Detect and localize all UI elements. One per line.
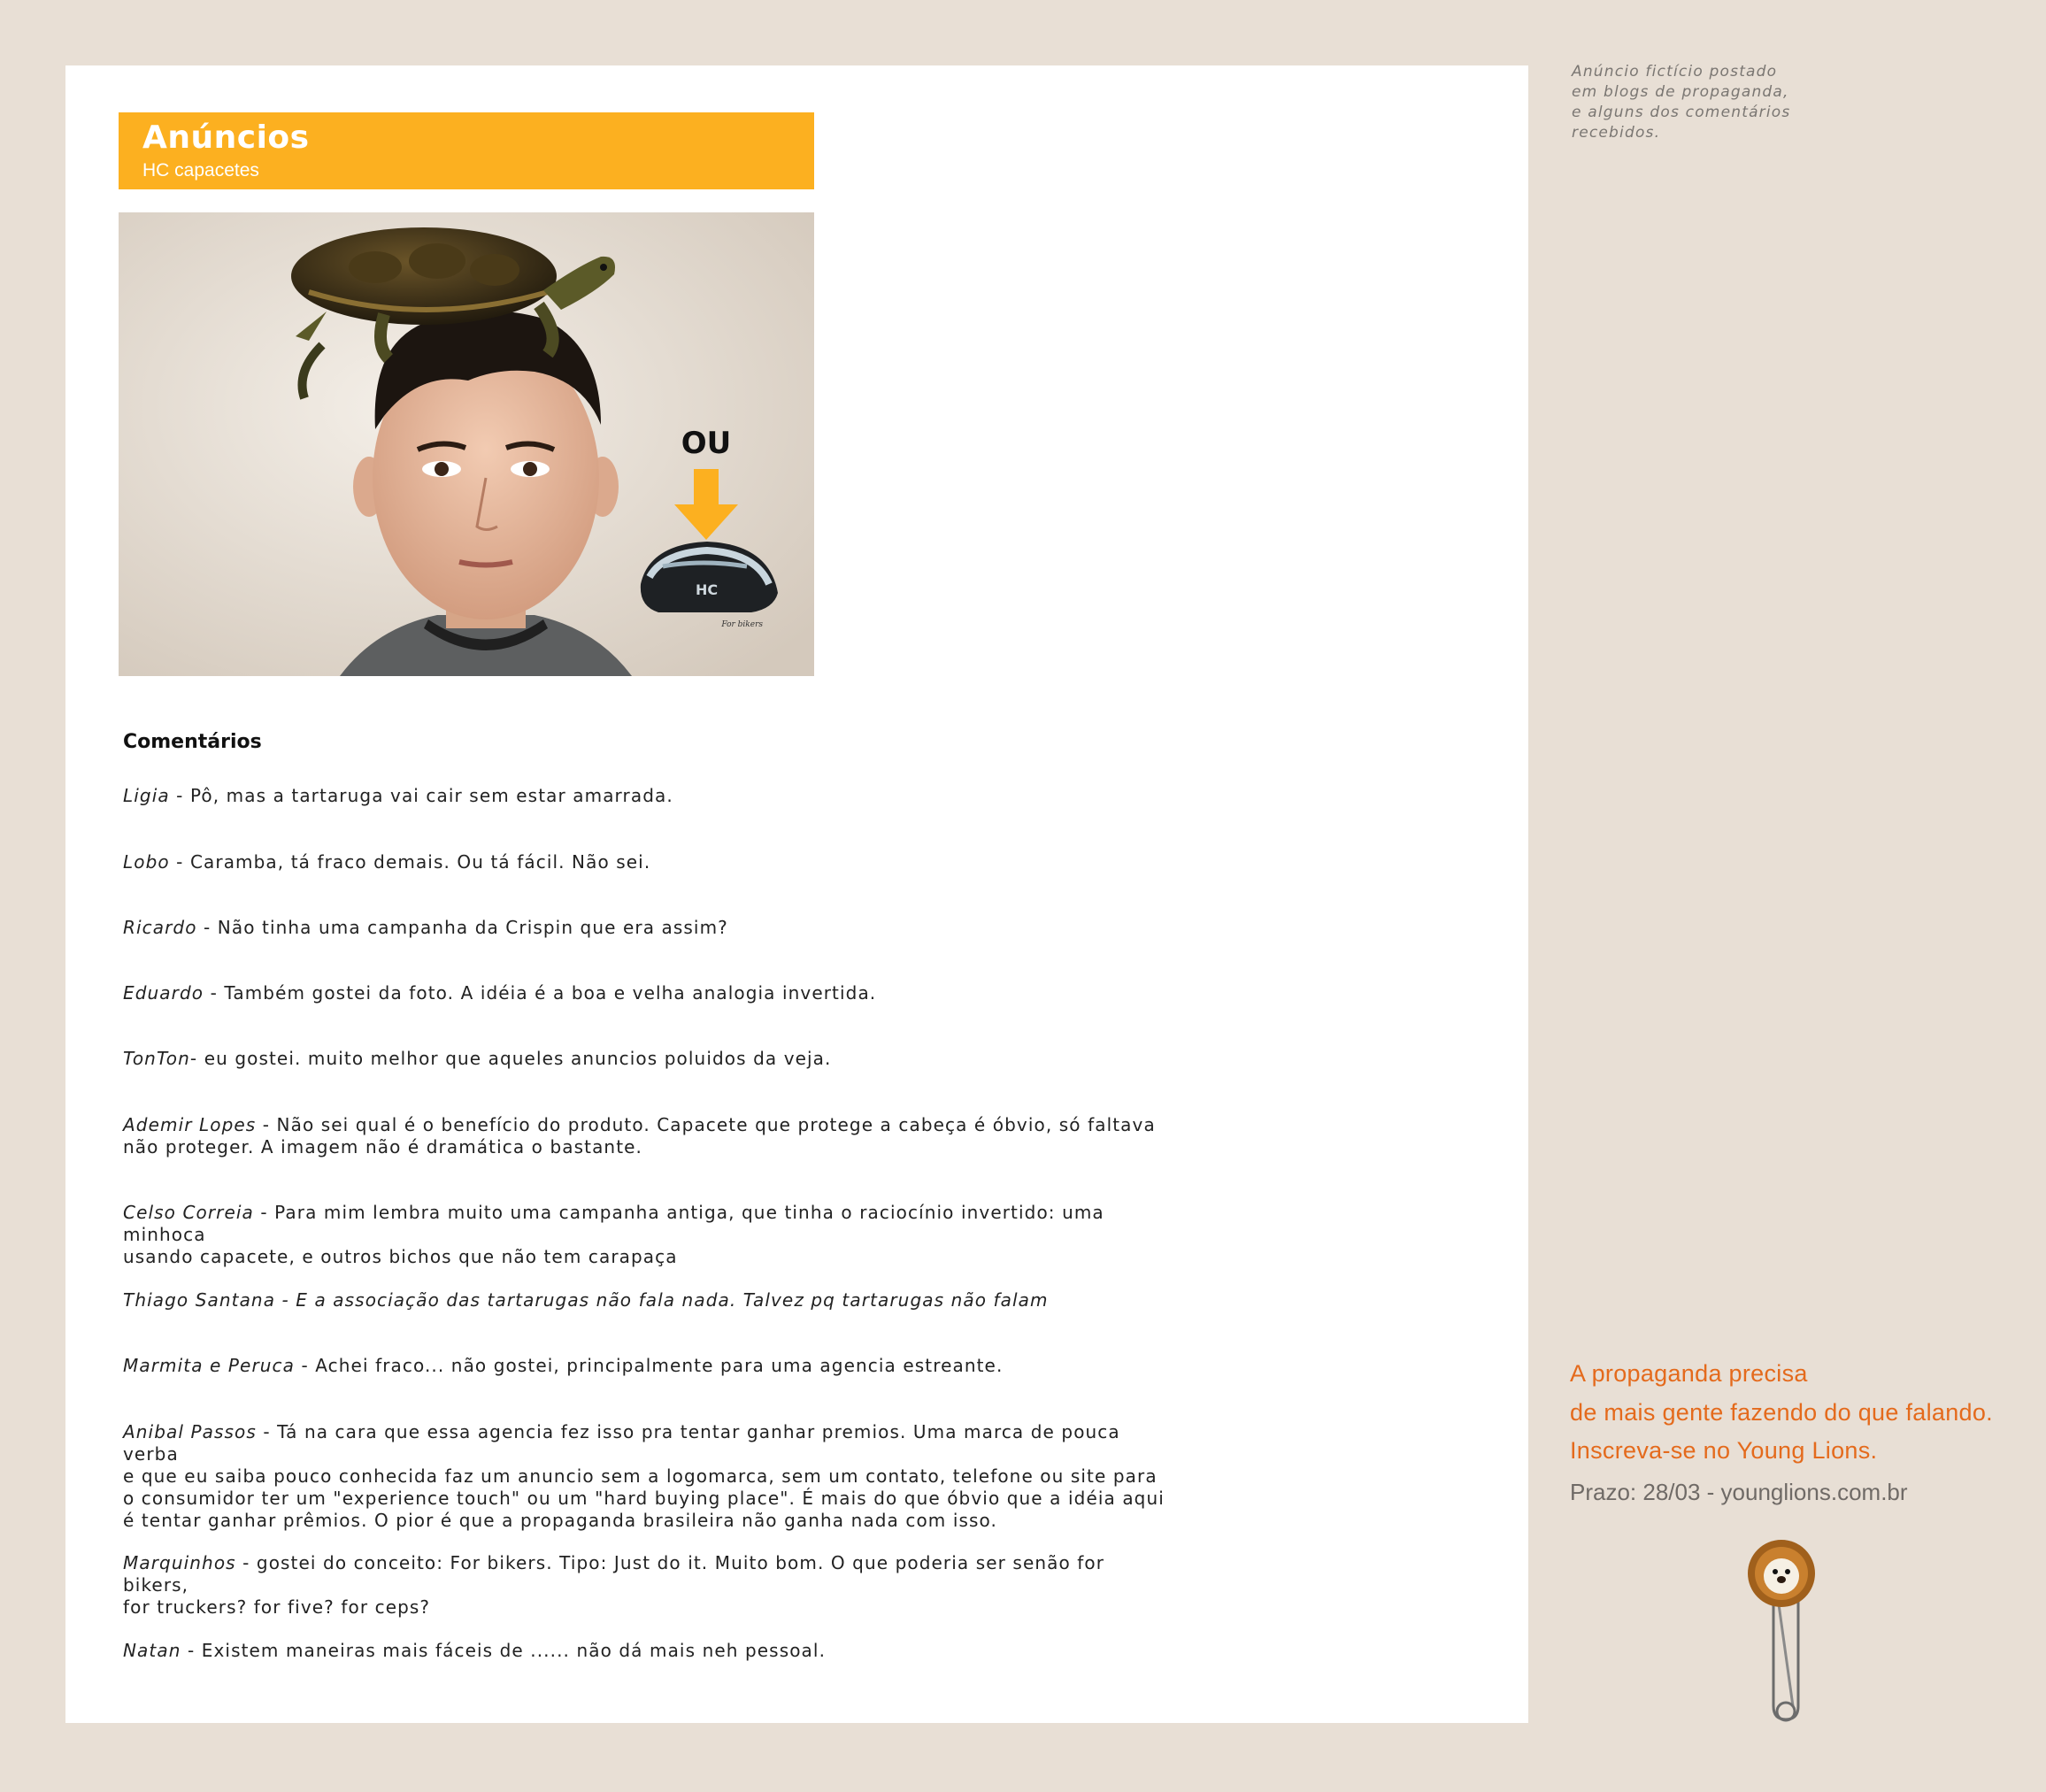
side-note <box>1572 62 1819 143</box>
comment-separator: - <box>169 785 190 806</box>
comment-separator: - <box>196 917 218 938</box>
comment-text: Caramba, tá fraco demais. Ou tá fácil. Não sei. <box>189 851 651 873</box>
comment-separator: - <box>235 1552 257 1573</box>
tagline-line: Inscreva-se no Young Lions. <box>1570 1437 1878 1464</box>
comment-author: Marquinhos <box>123 1552 236 1573</box>
comment-text: Também gostei da foto. A idéia é a boa e velha analogia invertida. <box>224 982 877 1004</box>
comment-text: é tentar ganhar prêmios. O pior é que a propaganda brasileira não ganha nada com isso. <box>123 1510 997 1531</box>
comment-separator: - <box>181 1640 202 1661</box>
comment-author: Eduardo <box>123 982 204 1004</box>
comment-author: Anibal Passos <box>123 1421 257 1442</box>
helmet-tagline: For bikers <box>721 620 763 629</box>
comment-author: Ligia <box>123 785 170 806</box>
comment <box>123 1421 1176 1532</box>
comment-text: Pô, mas a tartaruga vai cair sem estar amarrada. <box>189 785 673 806</box>
comment-text: eu gostei. muito melhor que aqueles anuncios poluidos da veja. <box>204 1048 832 1069</box>
comment-text: for truckers? for five? for ceps? <box>123 1596 431 1618</box>
side-note-line: recebidos. <box>1572 124 1661 142</box>
comment-separator: - <box>204 982 225 1004</box>
content-card <box>65 65 1528 1723</box>
comment-text: Tá na cara que essa agencia fez isso pra tentar ganhar premios. Uma marca de pouca verba <box>123 1421 1120 1465</box>
comment-separator: - <box>169 851 190 873</box>
side-note-line: Anúncio fictício postado <box>1572 63 1778 81</box>
ad-illustration <box>119 212 814 676</box>
comment-text: Existem maneiras mais fáceis de ...... não dá mais neh pessoal. <box>201 1640 827 1661</box>
comment-text: Não tinha uma campanha da Crispin que era assim? <box>217 917 728 938</box>
comment-author: Celso Correia <box>123 1202 254 1223</box>
comment-text: Achei fraco... não gostei, principalmente para uma agencia estreante. <box>315 1355 1004 1376</box>
comment-text: não proteger. A imagem não é dramática o bastante. <box>123 1136 643 1157</box>
comment <box>123 1202 1176 1268</box>
lion-pin-icon <box>1734 1538 1841 1728</box>
banner-title: Anúncios <box>142 119 310 156</box>
comment <box>123 1640 1176 1662</box>
comment <box>123 1048 1176 1070</box>
comment-text: usando capacete, e outros bichos que não tem carapaça <box>123 1246 678 1267</box>
comment <box>123 1289 1176 1311</box>
comment-text: gostei do conceito: For bikers. Tipo: Just do it. Muito bom. O que poderia ser senão for bikers, <box>123 1552 1105 1596</box>
comment-author: Lobo <box>123 851 170 873</box>
side-note-line: em blogs de propaganda, <box>1572 83 1789 101</box>
comment-separator: - <box>189 1048 204 1069</box>
comment-separator: - <box>275 1289 296 1311</box>
comment-author: Natan <box>123 1640 181 1661</box>
comment <box>123 851 1176 873</box>
tagline-line: A propaganda precisa <box>1570 1360 1808 1387</box>
banner-subtitle: HC capacetes <box>142 160 259 181</box>
side-note-line: e alguns dos comentários <box>1572 104 1791 121</box>
comment <box>123 1114 1176 1158</box>
comment-separator: - <box>253 1202 275 1223</box>
helmet-brand: HC <box>696 581 719 598</box>
comment-separator: - <box>295 1355 316 1376</box>
comment-text: o consumidor ter um "experience touch" ou um "hard buying place". É mais do que óbvio que a idéia aqui <box>123 1488 1165 1509</box>
comment <box>123 917 1176 939</box>
comment-author: Thiago Santana <box>123 1289 276 1311</box>
comment-author: Marmita e Peruca <box>123 1355 296 1376</box>
comments-heading: Comentários <box>123 731 262 753</box>
comment-text: E a associação das tartarugas não fala nada. Talvez pq tartarugas não falam <box>296 1289 1049 1311</box>
comment <box>123 1355 1176 1377</box>
comment-author: Ricardo <box>123 917 197 938</box>
comment <box>123 785 1176 807</box>
comment <box>123 1552 1176 1619</box>
comment-text: Não sei qual é o benefício do produto. Capacete que protege a cabeça é óbvio, só faltava <box>276 1114 1156 1135</box>
comment-author: Ademir Lopes <box>123 1114 257 1135</box>
comment-author: TonTon <box>123 1048 190 1069</box>
deadline-text: Prazo: 28/03 - younglions.com.br <box>1570 1479 1908 1505</box>
comment-text: Para mim lembra muito uma campanha antiga, que tinha o raciocínio invertido: uma minhoca <box>123 1202 1104 1245</box>
or-label: OU <box>681 426 732 461</box>
tagline-line: de mais gente fazendo do que falando. <box>1570 1399 1993 1426</box>
comment-separator: - <box>256 1421 278 1442</box>
comment-text: e que eu saiba pouco conhecida faz um anuncio sem a logomarca, sem um contato, telefone ou site para <box>123 1465 1158 1487</box>
section-banner <box>119 112 814 189</box>
comment <box>123 982 1176 1004</box>
ad-image <box>119 212 814 676</box>
comment-separator: - <box>256 1114 277 1135</box>
